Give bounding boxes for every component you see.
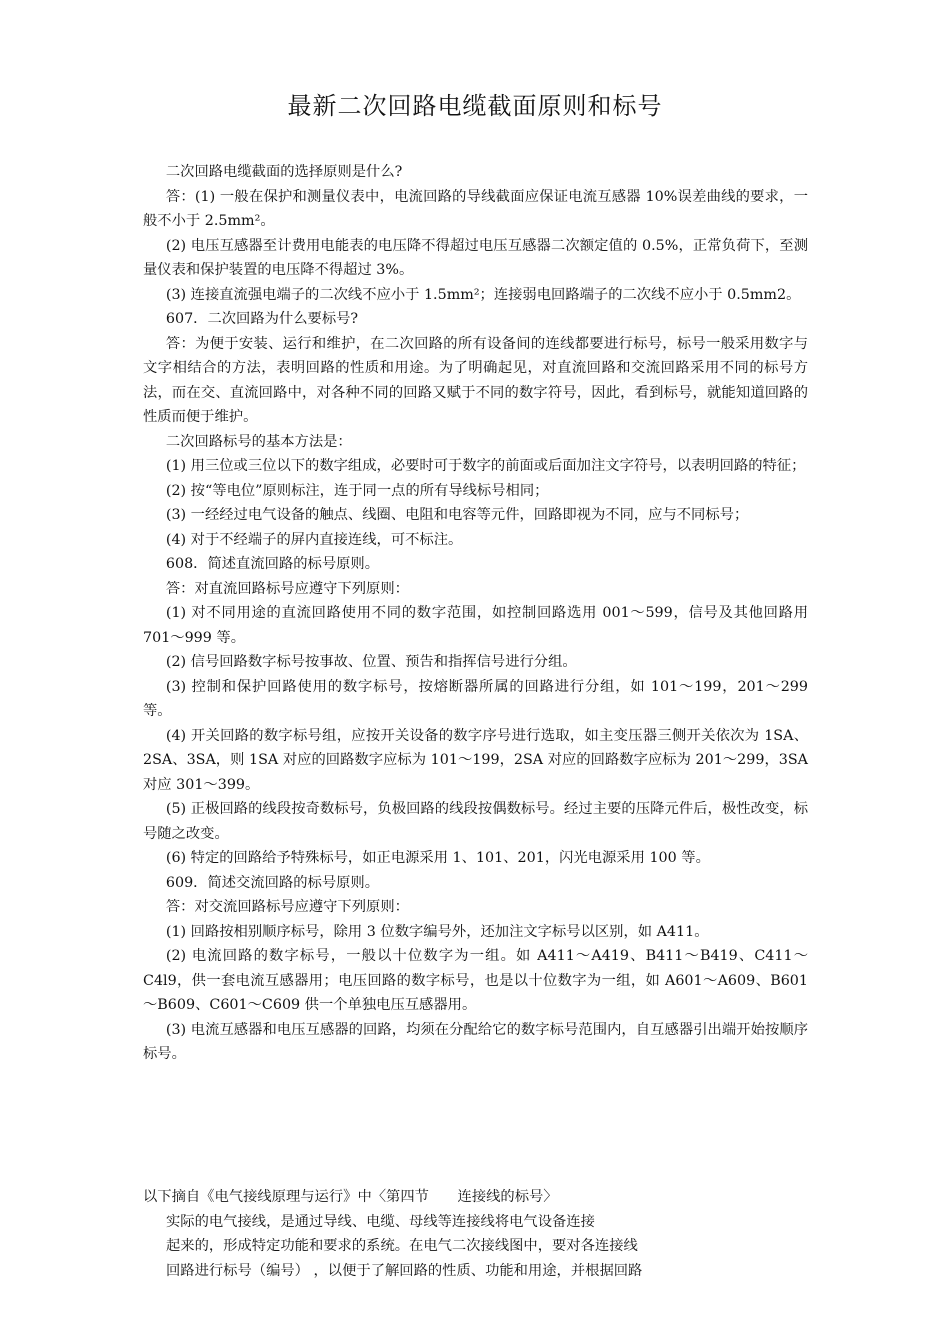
excerpt-line: 起来的，形成特定功能和要求的系统。在电气二次接线图中，要对各连接线 — [166, 1238, 638, 1254]
paragraph: (2) 按“等电位”原则标注，连于同一点的所有导线标号相同； — [165, 482, 549, 499]
paragraph: (3) 电流互感器和电压互感器的回路，均须在分配给它的数字标号范围内，自互感器引出端开始按顺序标号。 — [143, 1021, 808, 1062]
paragraph: (5) 正极回路的线段按奇数标号，负极回路的线段按偶数标号。经过主要的压降元件后，极性改变，标号随之改变。 — [143, 801, 808, 842]
paragraph: 答：为便于安装、运行和维护，在二次回路的所有设备间的连线都要进行标号，标号一般采用数字与文字相结合的方法，表明回路的性质和用途。为了明确起见，对直流回路和交流回路采用不同的标号方法，而在交、直流回路中，对各种不同的回路又赋于不同的数字符号，因此，看到标号，就能知道回路的性质而便于维护。 — [143, 335, 808, 425]
paragraph: 608．简述直流回路的标号原则。 — [165, 556, 380, 572]
paragraph: (1) 回路按相别顺序标号，除用 3 位数字编号外，还加注文字标号以区别，如 A411。 — [165, 923, 709, 940]
paragraph: 607．二次回路为什么要标号? — [165, 311, 359, 327]
paragraph: (3) 控制和保护回路使用的数字标号，按熔断器所属的回路进行分组，如 101～199，201～299 等。 — [143, 678, 808, 719]
paragraph: 答：对交流回路标号应遵守下列原则： — [165, 899, 409, 915]
excerpt-section — [143, 1185, 808, 1283]
paragraph: 609．简述交流回路的标号原则。 — [165, 874, 380, 891]
paragraph: 二次回路标号的基本方法是： — [165, 433, 352, 450]
paragraph: (2) 电流回路的数字标号，一般以十位数字为一组。如 A411～A419、B411～B419、C411～C4l9，供一套电流互感器用；电压回路的数字标号，也是以十位数字为一组，如 A601～A609、B601～B609、C601～C609 供一个单独电压互感器用。 — [143, 948, 808, 1013]
paragraph: (2) 信号回路数字标号按事故、位置、预告和指挥信号进行分组。 — [165, 654, 577, 670]
paragraph: (4) 开关回路的数字标号组，应按开关设备的数字序号进行选取，如主变压器三侧开关依次为 1SA、2SA、3SA，则 1SA 对应的回路数字应标为 101～199，2SA 对应的回路数字应标为 201～299，3SA 对应 301～399。 — [143, 727, 808, 793]
paragraph: 答：对直流回路标号应遵守下列原则： — [165, 580, 409, 597]
document-body — [143, 160, 808, 1067]
paragraph: (1) 对不同用途的直流回路使用不同的数字范围，如控制回路选用 001～599，信号及其他回路用 701～999 等。 — [143, 605, 808, 646]
document-title: 最新二次回路电缆截面原则和标号 — [287, 92, 663, 120]
paragraph: (2) 电压互感器至计费用电能表的电压降不得超过电压互感器二次额定值的 0.5%，正常负荷下，至测量仪表和保护装置的电压降不得超过 3%。 — [143, 237, 808, 278]
excerpt-line: 回路进行标号（编号） ，以便于了解回路的性质、功能和用途，并根据回路 — [166, 1262, 643, 1279]
paragraph: (4) 对于不经端子的屏内直接连线，可不标注。 — [165, 531, 463, 548]
paragraph: 二次回路电缆截面的选择原则是什么? — [165, 164, 403, 180]
paragraph: (1) 用三位或三位以下的数字组成，必要时可于数字的前面或后面加注文字符号，以表明回路的特征； — [165, 458, 806, 474]
paragraph: (3) 连接直流强电端子的二次线不应小于 1.5mm²；连接弱电回路端子的二次线不应小于 0.5mm2。 — [165, 286, 801, 303]
paragraph: (3) 一经经过电气设备的触点、线圈、电阻和电容等元件，回路即视为不同，应与不同标号； — [165, 507, 749, 523]
paragraph: 答：(1) 一般在保护和测量仪表中，电流回路的导线截面应保证电流互感器 10%误差曲线的要求，一般不小于 2.5mm²。 — [143, 188, 808, 229]
excerpt-source-line: 以下摘自《电气接线原理与运行》中〈第四节 连接线的标号〉 — [143, 1189, 558, 1205]
paragraph: (6) 特定的回路给予特殊标号，如正电源采用 1、101、201，闪光电源采用 100 等。 — [165, 850, 710, 866]
excerpt-line: 实际的电气接线，是通过导线、电缆、母线等连接线将电气设备连接 — [166, 1213, 595, 1230]
